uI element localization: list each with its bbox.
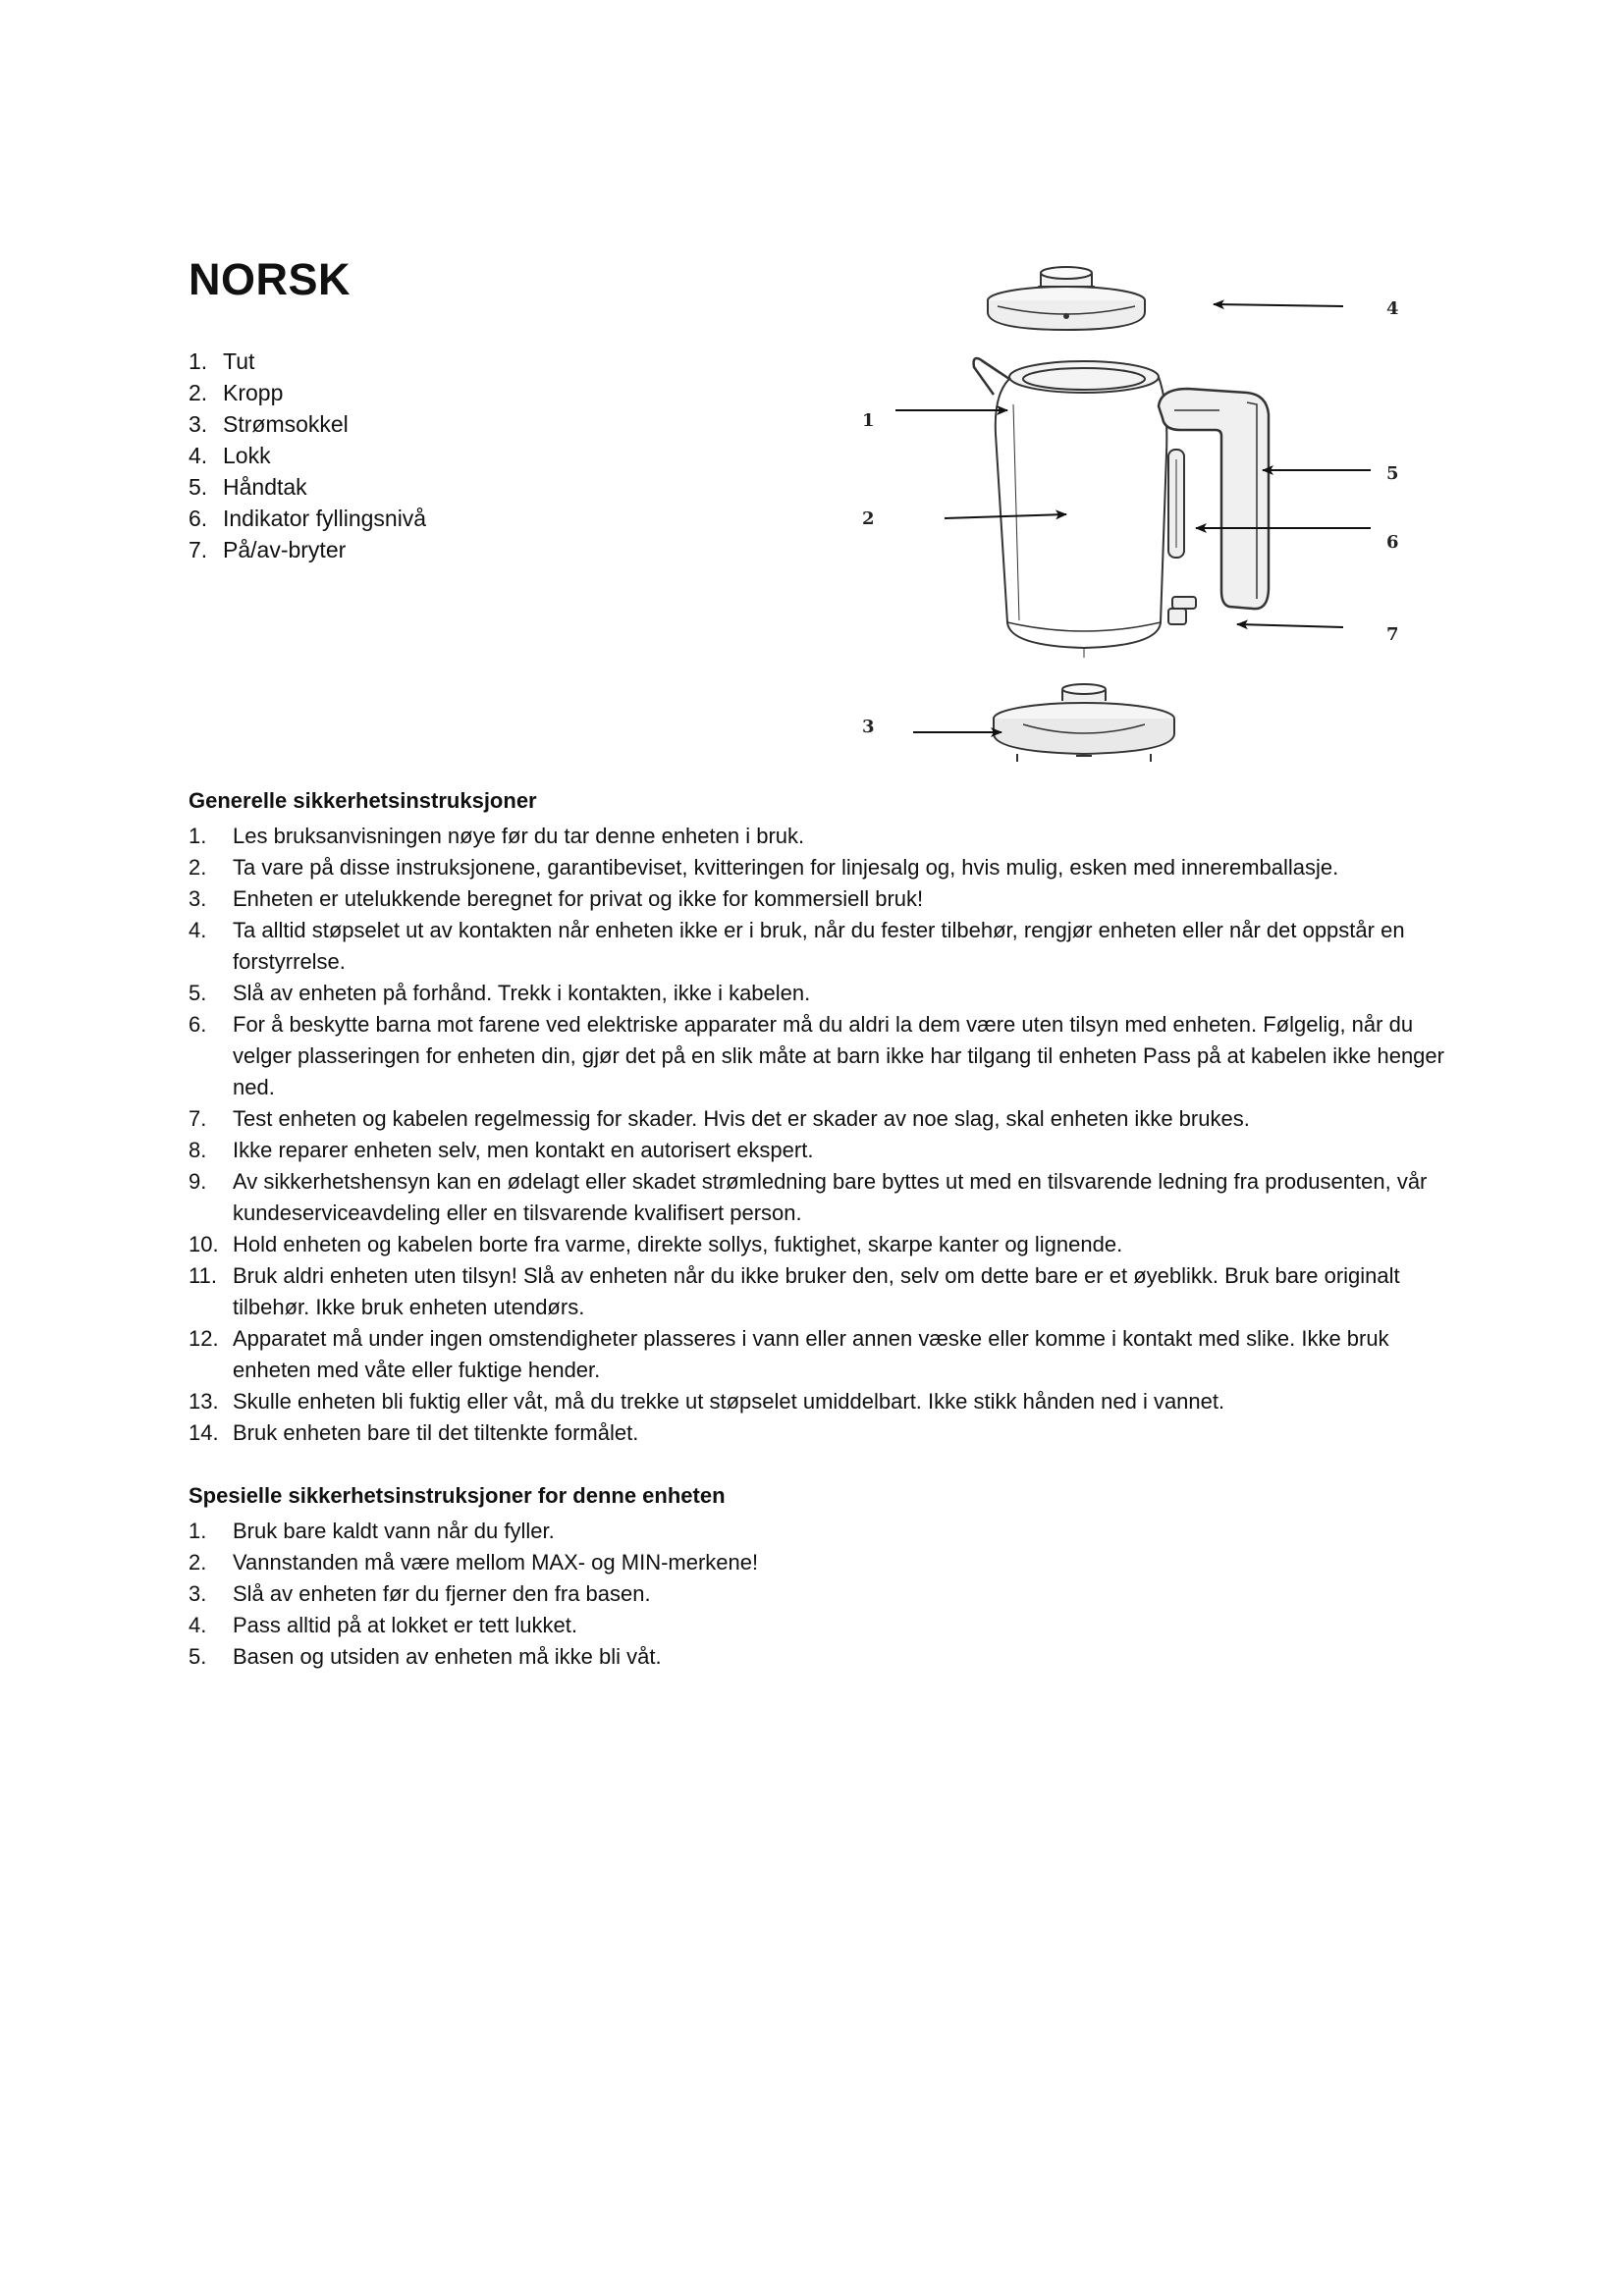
special-safety-section (189, 1482, 1455, 1673)
item-number: 4. (189, 918, 207, 942)
item-number: 2. (189, 855, 207, 880)
list-item (189, 1135, 1455, 1166)
item-text: Ikke reparer enheten selv, men kontakt en autorisert ekspert. (233, 1138, 814, 1162)
item-number: 6. (189, 506, 208, 531)
item-number: 13. (189, 1389, 219, 1414)
item-text: For å beskytte barna mot farene ved elektriske apparater må du aldri la dem være uten tilsyn med enheten. Følgelig, når du velger plasseringen for enheten din, gjør det på en slik måte at barn ikke har tilgang til enheten Pass på at kabelen ikke henger ned. (233, 1012, 1444, 1099)
item-number: 4. (189, 1613, 207, 1637)
parts-list-item (189, 534, 738, 565)
list-item (189, 1578, 1455, 1610)
item-text: Enheten er utelukkende beregnet for privat og ikke for kommersiell bruk! (233, 886, 924, 911)
item-text: Les bruksanvisningen nøye før du tar denne enheten i bruk. (233, 824, 805, 848)
item-number: 3. (189, 411, 208, 437)
item-number: 8. (189, 1138, 207, 1162)
item-text: Slå av enheten på forhånd. Trekk i kontakten, ikke i kabelen. (233, 981, 811, 1005)
list-item (189, 852, 1455, 883)
item-number: 14. (189, 1420, 219, 1445)
section-heading: Spesielle sikkerhetsinstruksjoner for denne enheten (189, 1483, 726, 1508)
item-text: Apparatet må under ingen omstendigheter plasseres i vann eller annen væske eller komme i kontakt med slike. Ikke bruk enheten med våte eller fuktige hender. (233, 1326, 1389, 1382)
item-text: Basen og utsiden av enheten må ikke bli våt. (233, 1644, 662, 1669)
callout-label-1: 1 (862, 410, 875, 431)
list-item (189, 1009, 1455, 1103)
parts-list (189, 346, 738, 565)
item-number: 1. (189, 824, 207, 848)
list-item (189, 1260, 1455, 1323)
callout-label-2: 2 (862, 508, 875, 529)
item-label: Håndtak (223, 474, 307, 500)
list-item (189, 1166, 1455, 1229)
kettle-body-illustration (974, 358, 1184, 658)
parts-list-item (189, 377, 738, 408)
callout-label-4: 4 (1386, 298, 1399, 319)
item-number: 1. (189, 348, 208, 374)
list-item (189, 978, 1455, 1009)
arrow-2 (945, 514, 1066, 518)
item-number: 3. (189, 886, 207, 911)
arrow-4 (1214, 304, 1343, 306)
kettle-diagram (835, 257, 1424, 787)
general-safety-section (189, 787, 1455, 1449)
special-safety-list (189, 1516, 1455, 1673)
list-item (189, 1516, 1455, 1547)
switch-illustration (1168, 597, 1196, 624)
item-number: 9. (189, 1169, 207, 1194)
callout-label-6: 6 (1386, 532, 1399, 553)
item-text: Ta alltid støpselet ut av kontakten når enheten ikke er i bruk, når du fester tilbehør, rengjør enheten eller når det oppstår en forstyrrelse. (233, 918, 1405, 974)
item-number: 7. (189, 1106, 207, 1131)
item-text: Bruk enheten bare til det tiltenkte formålet. (233, 1420, 639, 1445)
item-text: Bruk aldri enheten uten tilsyn! Slå av enheten når du ikke bruker den, selv om dette bare er et øyeblikk. Bruk bare originalt tilbehør. Ikke bruk enheten utendørs. (233, 1263, 1400, 1319)
item-number: 2. (189, 380, 208, 405)
page-title: NORSK (189, 254, 352, 304)
list-item (189, 1386, 1455, 1417)
item-label: Indikator fyllingsnivå (223, 506, 427, 531)
item-label: På/av-bryter (223, 537, 347, 562)
power-base-illustration (994, 684, 1174, 762)
item-text: Pass alltid på at lokket er tett lukket. (233, 1613, 577, 1637)
item-text: Skulle enheten bli fuktig eller våt, må du trekke ut støpselet umiddelbart. Ikke stikk hånden ned i vannet. (233, 1389, 1225, 1414)
item-text: Bruk bare kaldt vann når du fyller. (233, 1519, 555, 1543)
item-text: Vannstanden må være mellom MAX- og MIN-merkene! (233, 1550, 759, 1575)
item-number: 5. (189, 1644, 207, 1669)
list-item (189, 1641, 1455, 1673)
list-item (189, 821, 1455, 852)
item-number: 4. (189, 443, 208, 468)
item-number: 3. (189, 1581, 207, 1606)
callout-label-5: 5 (1386, 463, 1399, 484)
item-text: Test enheten og kabelen regelmessig for skader. Hvis det er skader av noe slag, skal enheten ikke brukes. (233, 1106, 1250, 1131)
item-text: Hold enheten og kabelen borte fra varme, direkte sollys, fuktighet, skarpe kanter og lignende. (233, 1232, 1123, 1256)
parts-list-item (189, 440, 738, 471)
callout-label-3: 3 (862, 717, 875, 737)
parts-list-item (189, 503, 738, 534)
item-number: 12. (189, 1326, 219, 1351)
list-item (189, 1229, 1455, 1260)
item-number: 2. (189, 1550, 207, 1575)
item-label: Lokk (223, 443, 271, 468)
parts-list-item (189, 346, 738, 377)
item-label: Tut (223, 348, 255, 374)
item-text: Ta vare på disse instruksjonene, garantibeviset, kvitteringen for linjesalg og, hvis mulig, esken med inneremballasje. (233, 855, 1339, 880)
list-item (189, 1417, 1455, 1449)
item-text: Av sikkerhetshensyn kan en ødelagt eller skadet strømledning bare byttes ut med en tilsvarende ledning fra produsenten, vår kundeserviceavdeling eller en tilsvarende kvalifisert person. (233, 1169, 1428, 1225)
lid-illustration (988, 267, 1145, 330)
item-text: Slå av enheten før du fjerner den fra basen. (233, 1581, 651, 1606)
item-number: 5. (189, 474, 208, 500)
parts-list-item (189, 471, 738, 503)
item-number: 6. (189, 1012, 207, 1037)
section-heading: Generelle sikkerhetsinstruksjoner (189, 788, 537, 813)
item-number: 7. (189, 537, 208, 562)
item-number: 10. (189, 1232, 219, 1256)
list-item (189, 1323, 1455, 1386)
general-safety-list (189, 821, 1455, 1449)
item-label: Strømsokkel (223, 411, 349, 437)
list-item (189, 1547, 1455, 1578)
parts-list-item (189, 408, 738, 440)
item-number: 1. (189, 1519, 207, 1543)
item-number: 5. (189, 981, 207, 1005)
item-number: 11. (189, 1263, 217, 1288)
list-item (189, 915, 1455, 978)
list-item (189, 1103, 1455, 1135)
item-label: Kropp (223, 380, 284, 405)
list-item (189, 883, 1455, 915)
list-item (189, 1610, 1455, 1641)
arrow-7 (1237, 624, 1343, 627)
callout-label-7: 7 (1386, 624, 1399, 645)
